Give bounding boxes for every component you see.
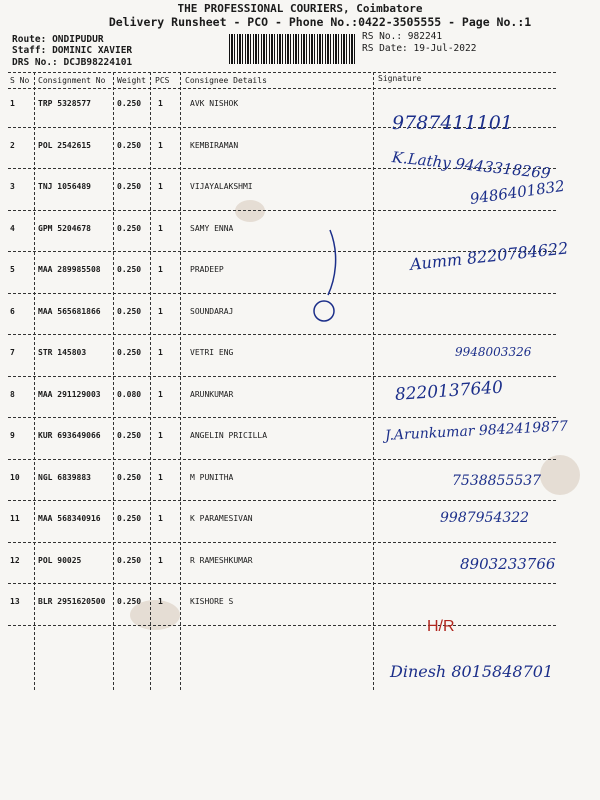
pen-doodle xyxy=(310,225,350,325)
signature-row-12: H/R xyxy=(427,618,455,635)
row-sno: 11 xyxy=(10,514,20,523)
rs-date-label: RS Date: xyxy=(362,43,408,54)
row-consignee: K PARAMESIVAN xyxy=(190,514,253,523)
row-consignment-no: TNJ 1056489 xyxy=(38,182,91,191)
row-sno: 9 xyxy=(10,431,15,440)
rs-number-label: RS No.: xyxy=(362,31,403,42)
row-consignee: R RAMESHKUMAR xyxy=(190,555,253,565)
row-consignee: SOUNDARAJ xyxy=(190,306,234,316)
staff-value: DOMINIC XAVIER xyxy=(52,45,133,56)
row-pcs: 1 xyxy=(158,555,163,565)
row-weight: 0.250 xyxy=(117,223,142,233)
signature-row-2: K.Lathy 9443318269 xyxy=(391,148,552,183)
route-info xyxy=(12,34,104,45)
col-header-sno: S No xyxy=(10,76,30,85)
column-divider xyxy=(34,72,35,690)
row-consignment-no: POL 90025 xyxy=(38,555,82,565)
row-sno: 13 xyxy=(10,597,20,606)
row-weight: 0.250 xyxy=(117,99,142,108)
row-sno: 12 xyxy=(10,555,20,565)
signature-row-11: 8903233766 xyxy=(460,555,556,573)
signature-row-3: 9486401832 xyxy=(468,176,566,208)
row-consignment-no: BLR 2951620500 xyxy=(38,597,106,606)
row-weight: 0.250 xyxy=(117,472,142,482)
row-consignee: PRADEEP xyxy=(190,265,224,274)
signature-row-4: Aumm 8220784622 xyxy=(409,238,570,274)
row-sno: 6 xyxy=(10,306,15,316)
row-consignment-no: KUR 693649066 xyxy=(38,431,101,440)
row-sno: 10 xyxy=(10,472,20,482)
row-divider xyxy=(8,376,556,377)
row-pcs: 1 xyxy=(158,348,163,357)
table-top-rule xyxy=(8,72,556,73)
row-divider xyxy=(8,417,556,418)
row-weight: 0.250 xyxy=(117,140,142,150)
barcode xyxy=(229,34,355,64)
row-pcs: 1 xyxy=(158,472,163,482)
row-divider xyxy=(8,542,556,543)
row-sno: 4 xyxy=(10,223,15,233)
rs-date-value: 19-Jul-2022 xyxy=(413,43,477,54)
row-divider xyxy=(8,500,556,501)
col-header-signature: Signature xyxy=(378,74,422,83)
column-divider xyxy=(113,72,114,690)
row-pcs: 1 xyxy=(158,182,163,191)
row-pcs: 1 xyxy=(158,140,163,150)
column-divider xyxy=(373,72,374,690)
route-label: Route: xyxy=(12,34,47,45)
column-divider xyxy=(150,72,151,690)
row-weight: 0.250 xyxy=(117,514,142,523)
row-sno: 5 xyxy=(10,265,15,274)
row-consignee: VETRI ENG xyxy=(190,348,234,357)
row-consignee: VIJAYALAKSHMI xyxy=(190,182,253,191)
row-pcs: 1 xyxy=(158,514,163,523)
staff-info xyxy=(12,45,132,56)
signature-row-1: 9787411101 xyxy=(392,112,513,134)
row-consignment-no: MAA 568340916 xyxy=(38,514,101,523)
row-weight: 0.250 xyxy=(117,597,142,606)
paper-stain xyxy=(235,200,265,222)
row-pcs: 1 xyxy=(158,597,163,606)
row-sno: 8 xyxy=(10,389,15,399)
signature-row-7: 8220137640 xyxy=(394,377,504,405)
col-header-consignment: Consignment No xyxy=(38,76,106,85)
row-pcs: 1 xyxy=(158,306,163,316)
column-divider xyxy=(180,72,181,690)
row-consignee: KISHORE S xyxy=(190,597,234,606)
row-weight: 0.250 xyxy=(117,265,142,274)
row-pcs: 1 xyxy=(158,99,163,108)
row-consignee: ANGELIN PRICILLA xyxy=(190,431,268,440)
row-consignee: AVK NISHOK xyxy=(190,99,239,108)
rs-number-value: 982241 xyxy=(407,31,443,42)
row-sno: 3 xyxy=(10,182,15,191)
row-weight: 0.250 xyxy=(117,555,142,565)
row-divider xyxy=(8,293,556,294)
row-divider xyxy=(8,334,556,335)
row-weight: 0.250 xyxy=(117,182,142,191)
paper-stain xyxy=(540,455,580,495)
signature-row-10: 9987954322 xyxy=(440,510,530,526)
row-weight: 0.250 xyxy=(117,348,142,357)
rs-number xyxy=(362,31,442,42)
row-pcs: 1 xyxy=(158,265,163,274)
row-sno: 7 xyxy=(10,348,15,357)
row-sno: 1 xyxy=(10,99,15,108)
row-consignee: SAMY ENNA xyxy=(190,223,234,233)
row-consignee: M PUNITHA xyxy=(190,472,234,482)
row-weight: 0.250 xyxy=(117,306,142,316)
rs-date xyxy=(362,43,476,54)
company-title: THE PROFESSIONAL COURIERS, Coimbatore xyxy=(177,2,423,15)
row-consignment-no: MAA 291129003 xyxy=(38,389,101,399)
row-divider xyxy=(8,459,556,460)
row-consignment-no: STR 145803 xyxy=(38,348,87,357)
row-consignment-no: MAA 565681866 xyxy=(38,306,101,316)
route-value: ONDIPUDUR xyxy=(52,34,104,45)
row-consignment-no: GPM 5204678 xyxy=(38,223,91,233)
row-consignee: KEMBIRAMAN xyxy=(190,140,239,150)
row-pcs: 1 xyxy=(158,431,163,440)
row-consignee: ARUNKUMAR xyxy=(190,389,234,399)
row-consignment-no: POL 2542615 xyxy=(38,140,91,150)
signature-row-13: Dinesh 8015848701 xyxy=(390,662,554,681)
row-sno: 2 xyxy=(10,140,15,150)
signature-row-6: 9948003326 xyxy=(455,345,532,359)
staff-label: Staff: xyxy=(12,45,47,56)
row-pcs: 1 xyxy=(158,223,163,233)
runsheet-subtitle: Delivery Runsheet - PCO - Phone No.:0422-3505555 - Page No.:1 xyxy=(108,15,532,29)
col-header-pcs: PCS xyxy=(155,76,170,85)
row-divider xyxy=(8,210,556,211)
row-pcs: 1 xyxy=(158,389,163,399)
drs-info xyxy=(12,57,132,68)
row-divider xyxy=(8,625,556,626)
drs-value: DCJB98224101 xyxy=(63,57,133,68)
row-weight: 0.080 xyxy=(117,389,142,399)
signature-row-9: 7538855537 xyxy=(452,473,542,489)
row-weight: 0.250 xyxy=(117,431,142,440)
col-header-consignee: Consignee Details xyxy=(185,76,267,85)
signature-row-8: J.Arunkumar 9842419877 xyxy=(384,418,569,444)
drs-label: DRS No.: xyxy=(12,57,58,68)
row-consignment-no: TRP 5328577 xyxy=(38,99,91,108)
row-consignment-no: NGL 6839883 xyxy=(38,472,91,482)
header-bottom-rule xyxy=(8,88,556,89)
col-header-weight: Weight xyxy=(117,76,146,85)
row-divider xyxy=(8,583,556,584)
row-consignment-no: MAA 289985508 xyxy=(38,265,101,274)
